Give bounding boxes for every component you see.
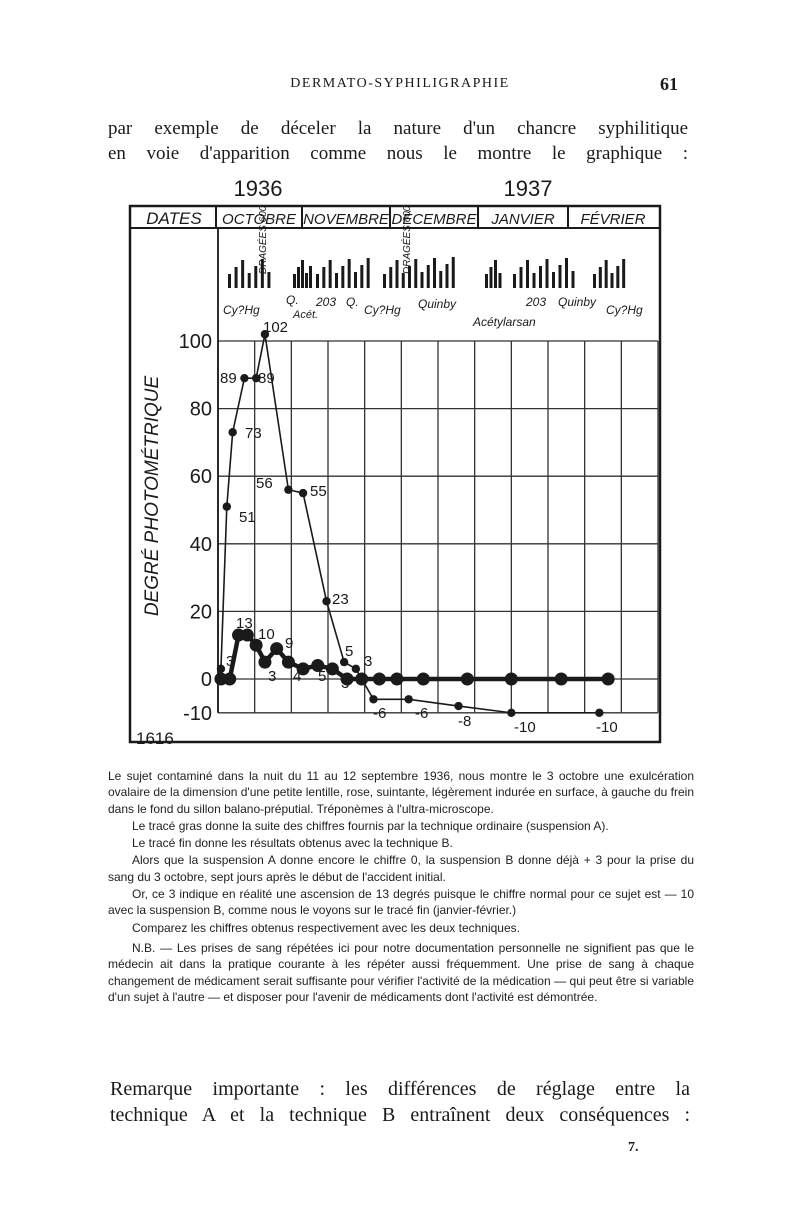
treatment-bar	[309, 266, 312, 288]
caption-paragraph: Le tracé gras donne la suite des chiffres fournis par la technique ordinaire (suspension A).	[132, 818, 609, 833]
series-a-point	[223, 673, 236, 686]
month-header-4: JANVIER	[491, 211, 555, 228]
treatment-bar	[414, 259, 417, 288]
month-headers	[216, 206, 646, 228]
point-label: 23	[332, 591, 349, 608]
treatment-label: DRAGÉES 600	[402, 205, 413, 274]
treatment-bars	[228, 257, 625, 288]
intro-paragraph	[108, 116, 688, 166]
series-b-point	[404, 695, 412, 703]
page-number: 61	[660, 74, 678, 94]
treatment-label: Acét.	[293, 309, 319, 321]
dates-header: DATES	[146, 209, 202, 228]
point-label: 5	[345, 643, 354, 660]
treatment-bar	[402, 273, 405, 288]
series-a-point	[282, 656, 295, 669]
series-b-point	[595, 709, 603, 717]
y-tick-label: 100	[178, 331, 212, 353]
treatment-bar	[396, 260, 399, 288]
treatment-bar	[389, 267, 392, 288]
point-label: -6	[373, 705, 387, 722]
treatment-bar	[433, 258, 436, 288]
treatment-label: Cy?Hg	[364, 303, 401, 317]
series-a-point	[270, 642, 283, 655]
point-label: -10	[514, 719, 536, 736]
point-label: 56	[256, 475, 273, 492]
chart-svg	[128, 176, 662, 760]
series-b-point	[217, 665, 225, 673]
point-label: 102	[263, 319, 289, 336]
caption-paragraph: Le sujet contaminé dans la nuit du 11 au 12 septembre 1936, nous montre le 3 octobre une exulcération ovalaire de la dimension d'une petite lentille, rose, suintante, légèrement indurée en surface, à gauche du frein dans le fond du sillon balano-préputial. Tréponèmes à l'ultra-microscope.	[108, 769, 694, 816]
remark-line: technique A et la technique B entraînent deux conséquences :	[110, 1104, 690, 1126]
treatment-bar	[383, 274, 386, 288]
treatment-bar	[329, 260, 332, 288]
treatment-label: Cy?Hg	[606, 303, 643, 317]
caption-paragraph: Alors que la suspension A donne encore le chiffre 0, la suspension B donne déjà + 3 pour la prise du sang du 3 octobre, sept jours après le début de l'accident initial.	[108, 853, 694, 884]
treatment-bar	[494, 260, 497, 288]
treatment-bar	[316, 274, 319, 288]
caption-paragraph: Le tracé fin donne les résultats obtenus avec la technique B.	[132, 836, 453, 851]
series-b-point	[228, 428, 236, 436]
running-title: DERMATO-SYPHILIGRAPHIE	[290, 76, 510, 91]
photometric-chart	[128, 176, 662, 760]
point-label: 10	[258, 626, 275, 643]
treatment-bar	[297, 267, 300, 288]
series-b-point	[369, 695, 377, 703]
y-tick-label: 40	[189, 533, 212, 556]
series-a-point	[258, 656, 271, 669]
y-tick-label: -10	[183, 702, 212, 725]
series-a-point	[390, 673, 403, 686]
series-a-point	[326, 662, 339, 675]
y-tick-label: 20	[189, 601, 212, 624]
figure-caption	[108, 768, 694, 1006]
remark-line: Remarque importante : les différences de réglage entre la	[110, 1078, 690, 1100]
month-header-3: DÉCEMBRE	[391, 211, 477, 228]
point-label: 13	[236, 615, 253, 632]
treatment-bar	[354, 272, 357, 288]
treatment-bar	[539, 266, 542, 288]
series-b-point	[223, 502, 231, 510]
treatment-bar	[452, 257, 455, 288]
point-label: 3	[341, 675, 350, 692]
treatment-bar	[348, 259, 351, 288]
point-label: 89	[258, 370, 275, 387]
point-label: 4	[293, 668, 302, 685]
treatment-bar	[305, 273, 308, 288]
treatment-label: 203	[526, 295, 547, 309]
point-label: 55	[310, 483, 327, 500]
month-header-5: FÉVRIER	[580, 211, 646, 228]
series-b-point	[240, 374, 248, 382]
remark-paragraph	[110, 1076, 690, 1128]
treatment-bar	[490, 267, 493, 288]
treatment-bar	[293, 274, 296, 288]
treatment-bar	[616, 266, 619, 288]
point-label: 89	[220, 370, 237, 387]
treatment-bar	[546, 259, 549, 288]
treatment-bar	[427, 265, 430, 288]
treatment-bar	[572, 271, 575, 288]
treatment-bar	[599, 267, 602, 288]
treatment-bar	[499, 273, 502, 288]
treatment-bar	[513, 274, 516, 288]
treatment-label: Q.	[286, 293, 299, 307]
treatment-bar	[622, 259, 625, 288]
y-tick-label: 0	[200, 669, 212, 691]
corner-label: 1616	[136, 729, 174, 748]
treatment-bar	[248, 273, 251, 288]
y-tick-label: 80	[189, 398, 212, 421]
treatment-bar	[485, 274, 488, 288]
point-label: 5	[318, 668, 327, 685]
treatment-bar	[241, 260, 244, 288]
month-header-1: OCTOBRE	[222, 211, 296, 228]
treatment-bar	[439, 271, 442, 288]
treatment-label: DRAGÉES 600	[258, 205, 269, 274]
caption-nb: N.B. — Les prises de sang répétées ici pour notre documentation personnelle ne signifient pas que le médecin ait dans la pratique courante à les répéter aussi fréquemment. Une prise de sang à chaque changement de médicament serait suffisante pour vérifier l'activité de la médication — qui peut être si variable d'un sujet à l'autre — et disposer pour l'avenir de médicaments dont l'activité est démontrée.	[108, 940, 694, 1004]
treatment-bar	[254, 266, 257, 288]
treatment-bar	[565, 258, 568, 288]
series-a-point	[355, 673, 368, 686]
series-a-point	[602, 673, 615, 686]
treatment-bar	[322, 267, 325, 288]
intro-line: en voie d'apparition comme nous le montre le graphique :	[108, 143, 688, 164]
treatment-label: 203	[316, 295, 337, 309]
signature-mark: 7.	[628, 1140, 639, 1155]
series-b-point	[454, 702, 462, 710]
point-label: 9	[285, 635, 294, 652]
treatment-bar	[301, 260, 304, 288]
series-a-point	[417, 673, 430, 686]
series-a-point	[555, 673, 568, 686]
treatment-bar	[611, 273, 614, 288]
y-tick-label: 60	[189, 466, 212, 489]
series-a-point	[461, 673, 474, 686]
month-header-2: NOVEMBRE	[303, 211, 389, 228]
treatment-label: Acétylarsan	[473, 315, 536, 329]
point-label: 51	[239, 509, 256, 526]
treatment-bar	[421, 272, 424, 288]
year-label: 1937	[503, 176, 553, 201]
series-b-point	[352, 665, 360, 673]
treatment-bar	[593, 274, 596, 288]
treatment-bar	[341, 266, 344, 288]
point-label: -8	[458, 713, 472, 730]
treatment-bar	[360, 265, 363, 288]
treatment-bar	[552, 272, 555, 288]
point-label: 3	[364, 653, 373, 670]
year-label: 1936	[233, 176, 283, 201]
treatment-bar	[533, 273, 536, 288]
point-label: -10	[596, 719, 618, 736]
caption-paragraph: Or, ce 3 indique en réalité une ascension de 13 degrés puisque le chiffre normal pour ce sujet est — 10 avec la suspension B, comme nous le voyons sur le tracé fin (janvier-février.)	[108, 887, 694, 918]
treatment-bar	[559, 265, 562, 288]
treatment-bar	[367, 258, 370, 288]
series-b-line	[221, 334, 599, 713]
treatment-bar	[526, 260, 529, 288]
series-b-point	[299, 489, 307, 497]
treatment-label: Cy?Hg	[223, 303, 260, 317]
treatment-label: Quinby	[418, 297, 457, 311]
treatment-label: Quinby	[558, 295, 597, 309]
series-a-point	[373, 673, 386, 686]
point-label: 3	[268, 668, 277, 685]
running-head	[0, 72, 800, 102]
series-technique-b	[217, 330, 604, 717]
series-b-point	[507, 709, 515, 717]
treatment-bar	[335, 273, 338, 288]
point-label: -6	[415, 705, 429, 722]
treatment-bar	[520, 267, 523, 288]
treatment-bar	[235, 267, 238, 288]
series-b-point	[284, 486, 292, 494]
series-b-point	[322, 597, 330, 605]
series-a-point	[505, 673, 518, 686]
point-label: 3	[226, 653, 235, 670]
treatment-bar	[228, 274, 231, 288]
caption-paragraph: Comparez les chiffres obtenus respectivement avec les deux techniques.	[132, 920, 520, 935]
y-axis-ticks	[179, 331, 212, 725]
point-label: 73	[245, 425, 262, 442]
y-axis-label: DEGRÉ PHOTOMÉTRIQUE	[142, 375, 163, 617]
treatment-bar	[446, 264, 449, 288]
treatment-bar	[605, 260, 608, 288]
treatment-label: Q.	[346, 295, 359, 309]
intro-line: par exemple de déceler la nature d'un chancre syphilitique	[108, 118, 688, 139]
series-a-line	[221, 635, 608, 679]
